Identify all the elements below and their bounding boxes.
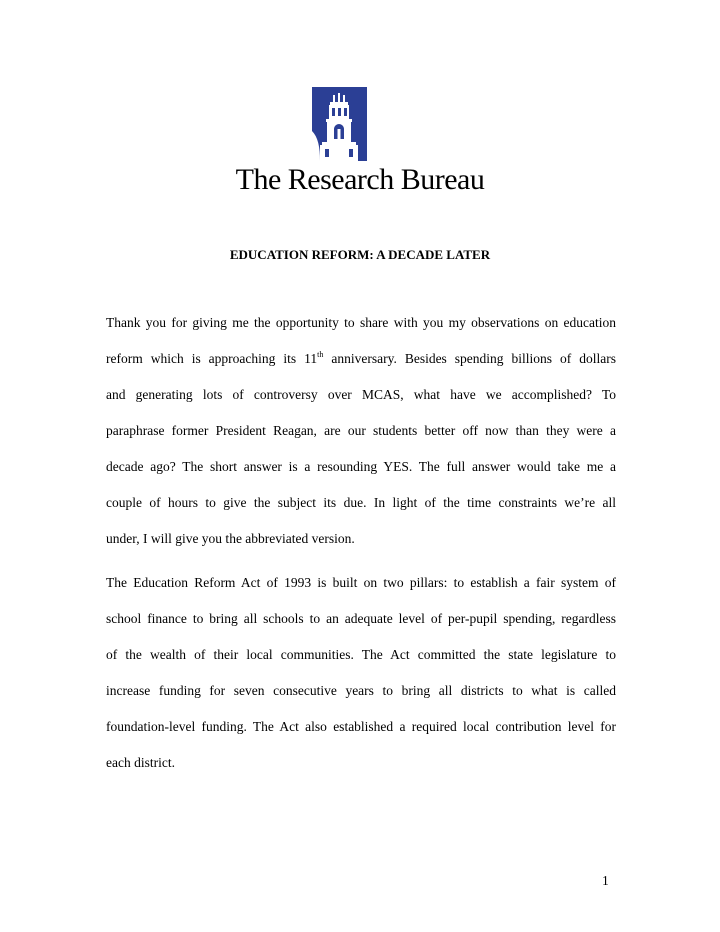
paragraph-line: increase funding for seven consecutive years to bring all districts to what is called xyxy=(106,683,616,698)
organization-name: The Research Bureau xyxy=(235,163,485,196)
line-text: reform which is approaching its 11 xyxy=(106,351,318,366)
paragraph-line: and generating lots of controversy over MCAS, what have we accomplished? To xyxy=(106,387,616,402)
paragraph-line: Thank you for giving me the opportunity to share with you my observations on education xyxy=(106,315,616,330)
paragraph-line: The Education Reform Act of 1993 is built on two pillars: to establish a fair system of xyxy=(106,575,616,590)
page-number: 1 xyxy=(602,873,609,888)
organization-logo xyxy=(312,87,367,161)
paragraph-line: foundation-level funding. The Act also established a required local contribution level for xyxy=(106,719,616,734)
line-text: anniversary. Besides spending billions of dollars xyxy=(323,351,616,366)
paragraph-line xyxy=(106,350,616,368)
paragraph-line: school finance to bring all schools to an adequate level of per-pupil spending, regardless xyxy=(106,611,616,626)
document-title: EDUCATION REFORM: A DECADE LATER xyxy=(229,247,491,262)
paragraph-line: each district. xyxy=(106,755,175,770)
paragraph-line: couple of hours to give the subject its due. In light of the time constraints we’re all xyxy=(106,495,616,510)
superscript: th xyxy=(317,350,324,359)
paragraph-line: under, I will give you the abbreviated version. xyxy=(106,531,355,546)
paragraph-line: of the wealth of their local communities. The Act committed the state legislature to xyxy=(106,647,616,662)
tower-icon xyxy=(312,87,367,161)
paragraph-line: decade ago? The short answer is a resounding YES. The full answer would take me a xyxy=(106,459,616,474)
paragraph-line: paraphrase former President Reagan, are our students better off now than they were a xyxy=(106,423,616,438)
